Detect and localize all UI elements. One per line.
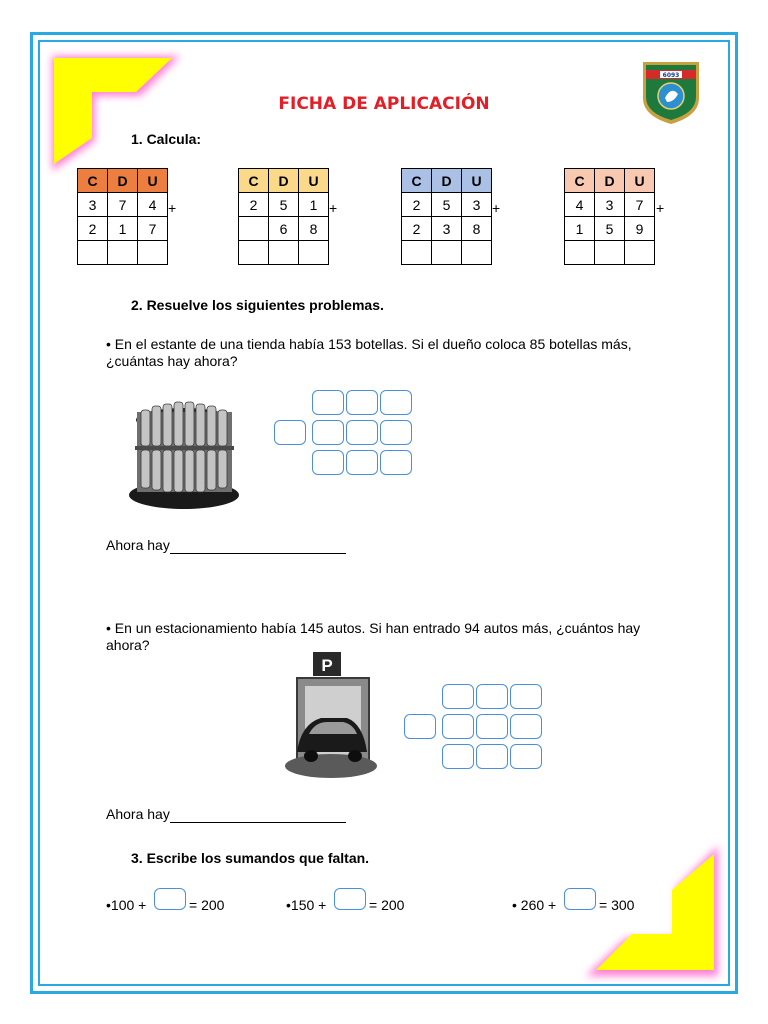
digit-box[interactable]: [312, 390, 344, 415]
digit-box[interactable]: [380, 450, 412, 475]
answer-cell[interactable]: [595, 241, 625, 265]
digit-box[interactable]: [346, 420, 378, 445]
answer-cell[interactable]: [462, 241, 492, 265]
digit-box[interactable]: [476, 714, 508, 739]
digit-box[interactable]: [442, 714, 474, 739]
table-cell: 2: [78, 217, 108, 241]
table-cell: 7: [625, 193, 655, 217]
header-c: C: [78, 169, 108, 193]
answer-cell[interactable]: [402, 241, 432, 265]
table-cell: 3: [462, 193, 492, 217]
header-d: D: [432, 169, 462, 193]
section2-heading: 2. Resuelve los siguientes problemas.: [131, 297, 384, 313]
missing-addend-1-suffix: = 200: [189, 897, 225, 913]
table-cell: 3: [595, 193, 625, 217]
missing-addend-3-prefix: • 260 +: [512, 897, 557, 913]
table-cell: 8: [462, 217, 492, 241]
answer-underline[interactable]: [170, 539, 346, 554]
missing-addend-1-prefix: •100 +: [106, 897, 147, 913]
missing-addend-box[interactable]: [564, 888, 596, 910]
addition-table-2: [238, 168, 329, 265]
digit-box[interactable]: [312, 450, 344, 475]
table-cell: 5: [595, 217, 625, 241]
header-u: U: [299, 169, 329, 193]
answer-cell[interactable]: [565, 241, 595, 265]
parking-illustration: [283, 652, 388, 782]
missing-addend-3-suffix: = 300: [599, 897, 635, 913]
digit-box[interactable]: [442, 684, 474, 709]
table-cell: 9: [625, 217, 655, 241]
answer-cell[interactable]: [78, 241, 108, 265]
header-c: C: [402, 169, 432, 193]
header-u: U: [462, 169, 492, 193]
table-cell: [239, 217, 269, 241]
answer-label: Ahora hay: [106, 806, 170, 822]
digit-box[interactable]: [510, 684, 542, 709]
plus-sign: +: [492, 200, 501, 216]
header-d: D: [108, 169, 138, 193]
digit-box[interactable]: [510, 714, 542, 739]
answer-cell[interactable]: [432, 241, 462, 265]
table-cell: 4: [565, 193, 595, 217]
bottles-illustration: [127, 390, 242, 515]
table-cell: 7: [138, 217, 168, 241]
operator-box[interactable]: [404, 714, 436, 739]
digit-box[interactable]: [510, 744, 542, 769]
digit-box[interactable]: [442, 744, 474, 769]
plus-sign: +: [656, 200, 665, 216]
table-cell: 2: [402, 217, 432, 241]
header-d: D: [269, 169, 299, 193]
table-cell: 2: [402, 193, 432, 217]
digit-box[interactable]: [346, 450, 378, 475]
answer-underline[interactable]: [170, 808, 346, 823]
section1-heading: 1. Calcula:: [131, 131, 202, 147]
header-u: U: [138, 169, 168, 193]
digit-box[interactable]: [380, 390, 412, 415]
table-cell: 2: [239, 193, 269, 217]
answer-cell[interactable]: [299, 241, 329, 265]
digit-box[interactable]: [476, 744, 508, 769]
svg-text:P: P: [321, 656, 333, 675]
header-c: C: [239, 169, 269, 193]
table-cell: 1: [299, 193, 329, 217]
addition-table-4: [564, 168, 655, 265]
answer-cell[interactable]: [625, 241, 655, 265]
section3-heading: 3. Escribe los sumandos que faltan.: [131, 850, 370, 866]
answer-cell[interactable]: [269, 241, 299, 265]
digit-box[interactable]: [346, 390, 378, 415]
table-cell: 1: [108, 217, 138, 241]
table-cell: 3: [78, 193, 108, 217]
plus-sign: +: [329, 200, 338, 216]
table-cell: 1: [565, 217, 595, 241]
digit-box[interactable]: [476, 684, 508, 709]
digit-box[interactable]: [312, 420, 344, 445]
table-cell: 5: [432, 193, 462, 217]
table-cell: 8: [299, 217, 329, 241]
answer-label: Ahora hay: [106, 537, 170, 553]
missing-addend-2-suffix: = 200: [369, 897, 405, 913]
problem1-text: • En el estante de una tienda había 153 botellas. Si el dueño coloca 85 botellas más, ¿cuántas hay ahora?: [106, 336, 632, 369]
table-cell: 5: [269, 193, 299, 217]
header-c: C: [565, 169, 595, 193]
problem1-answer-line[interactable]: [106, 537, 346, 554]
plus-sign: +: [168, 200, 177, 216]
answer-cell[interactable]: [239, 241, 269, 265]
table-cell: 3: [432, 217, 462, 241]
answer-cell[interactable]: [138, 241, 168, 265]
addition-table-3: [401, 168, 492, 265]
svg-text:6093: 6093: [662, 72, 680, 79]
school-crest-icon: [640, 58, 702, 126]
answer-cell[interactable]: [108, 241, 138, 265]
missing-addend-box[interactable]: [334, 888, 366, 910]
missing-addend-box[interactable]: [154, 888, 186, 910]
problem2-answer-line[interactable]: [106, 806, 346, 823]
page-title: FICHA DE APLICACIÓN: [278, 94, 490, 114]
operator-box[interactable]: [274, 420, 306, 445]
digit-box[interactable]: [380, 420, 412, 445]
addition-table-1: [77, 168, 168, 265]
table-cell: 4: [138, 193, 168, 217]
table-cell: 7: [108, 193, 138, 217]
problem2-text: • En un estacionamiento había 145 autos. Si han entrado 94 autos más, ¿cuántos hay ahora?: [106, 620, 641, 653]
header-d: D: [595, 169, 625, 193]
missing-addend-2-prefix: •150 +: [286, 897, 327, 913]
header-u: U: [625, 169, 655, 193]
table-cell: 6: [269, 217, 299, 241]
